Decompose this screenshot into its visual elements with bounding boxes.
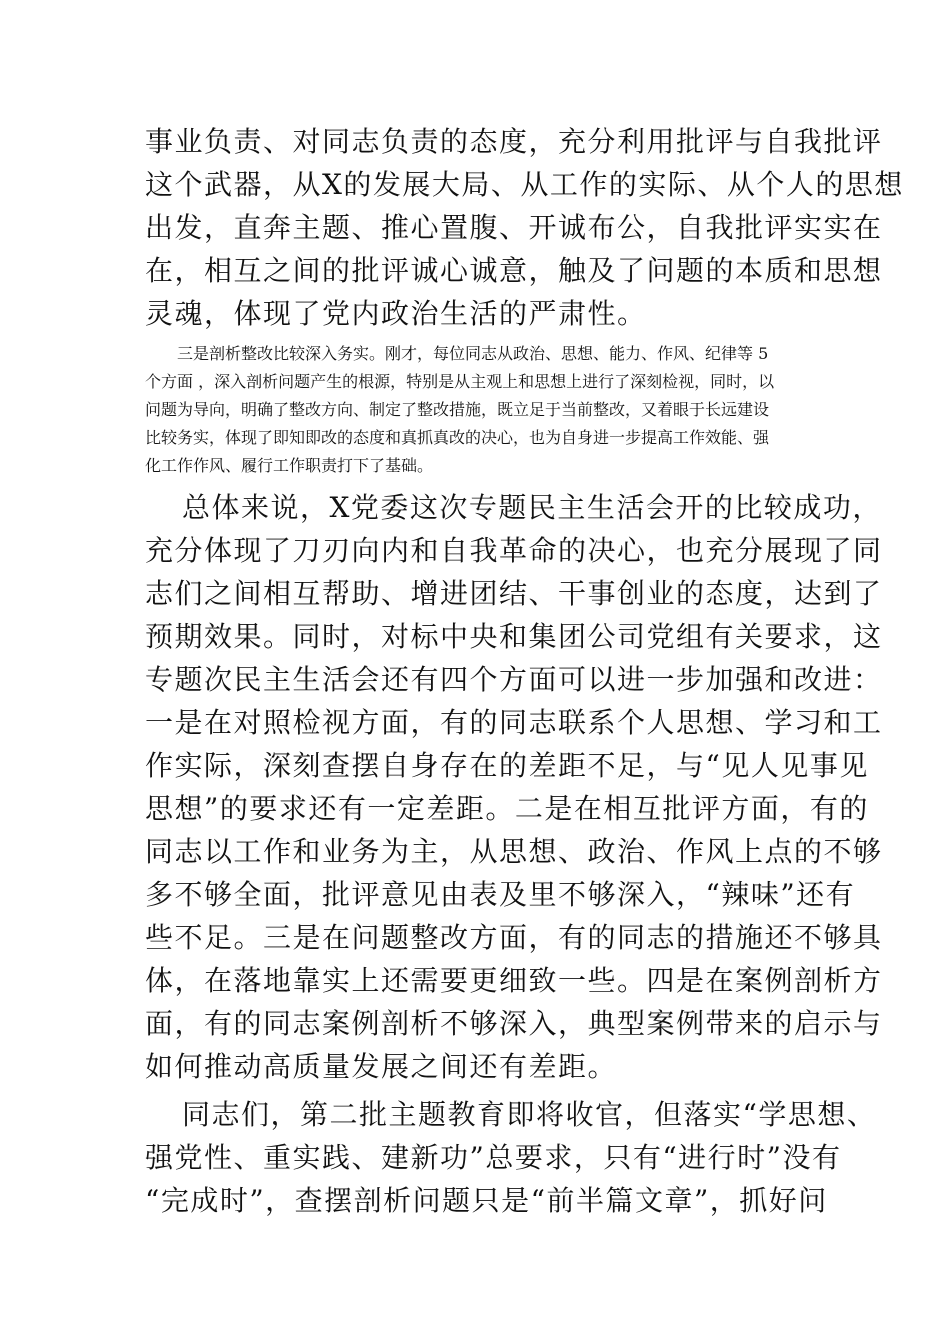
paragraph-line: 一是在对照检视方面，有的同志联系个人思想、学习和工 [145,706,883,739]
paragraph-line: “完成时”，查摆剖析问题只是“前半篇文章”，抓好问 [145,1184,828,1217]
paragraph-line: 事业负责、对同志负责的态度，充分利用批评与自我批评 [145,125,883,158]
paragraph-line: 面，有的同志案例剖析不够深入，典型案例带来的启示与 [145,1007,883,1040]
paragraph-line: 总体来说，X党委这次专题民主生活会开的比较成功， [182,491,882,524]
paragraph-line: 些不足。三是在问题整改方面，有的同志的措施还不够具 [145,921,883,954]
paragraph-line: 同志们，第二批主题教育即将收官，但落实“学思想、 [182,1098,877,1131]
small-paragraph-line: 问题为导向，明确了整改方向、制定了整改措施，既立足于当前整改，又着眼于长远建设 [145,400,770,419]
paragraph-line: 充分体现了刀刃向内和自我革命的决心，也充分展现了同 [145,534,883,567]
paragraph-line: 强党性、重实践、建新功”总要求，只有“进行时”没有 [145,1141,842,1174]
paragraph-line: 这个武器，从X的发展大局、从工作的实际、从个人的思想 [145,168,904,201]
paragraph-line: 作实际，深刻查摆自身存在的差距不足，与“见人见事见 [145,749,869,782]
paragraph-line: 志们之间相互帮助、增进团结、干事创业的态度，达到了 [145,577,883,610]
paragraph-line: 多不够全面，批评意见由表及里不够深入，“辣味”还有 [145,878,856,911]
paragraph-line: 出发，直奔主题、推心置腹、开诚布公，自我批评实实在 [145,211,883,244]
paragraph-line: 思想”的要求还有一定差距。二是在相互批评方面，有的 [145,792,869,825]
small-paragraph-line: 三是剖析整改比较深入务实。刚才，每位同志从政治、思想、能力、作风、纪律等 5 [177,344,769,363]
small-paragraph-line: 化工作作风、履行工作职责打下了基础。 [145,456,434,475]
paragraph-line: 预期效果。同时，对标中央和集团公司党组有关要求，这 [145,620,883,653]
small-paragraph-line: 个方面 ，深入剖析问题产生的根源，特别是从主观上和思想上进行了深刻检视，同时，以 [145,372,775,391]
paragraph-line: 灵魂，体现了党内政治生活的严肃性。 [145,297,647,330]
paragraph-line: 专题次民主生活会还有四个方面可以进一步加强和改进： [145,663,883,696]
small-paragraph [145,340,810,480]
paragraph-line: 在，相互之间的批评诚心诚意，触及了问题的本质和思想 [145,254,883,287]
small-paragraph-line: 比较务实，体现了即知即改的态度和真抓真改的决心，也为自身进一步提高工作效能、强 [145,428,770,447]
paragraph-line: 如何推动高质量发展之间还有差距。 [145,1050,618,1083]
paragraph-line: 体，在落地靠实上还需要更细致一些。四是在案例剖析方 [145,964,883,997]
paragraph-line: 同志以工作和业务为主，从思想、政治、作风上点的不够 [145,835,883,868]
